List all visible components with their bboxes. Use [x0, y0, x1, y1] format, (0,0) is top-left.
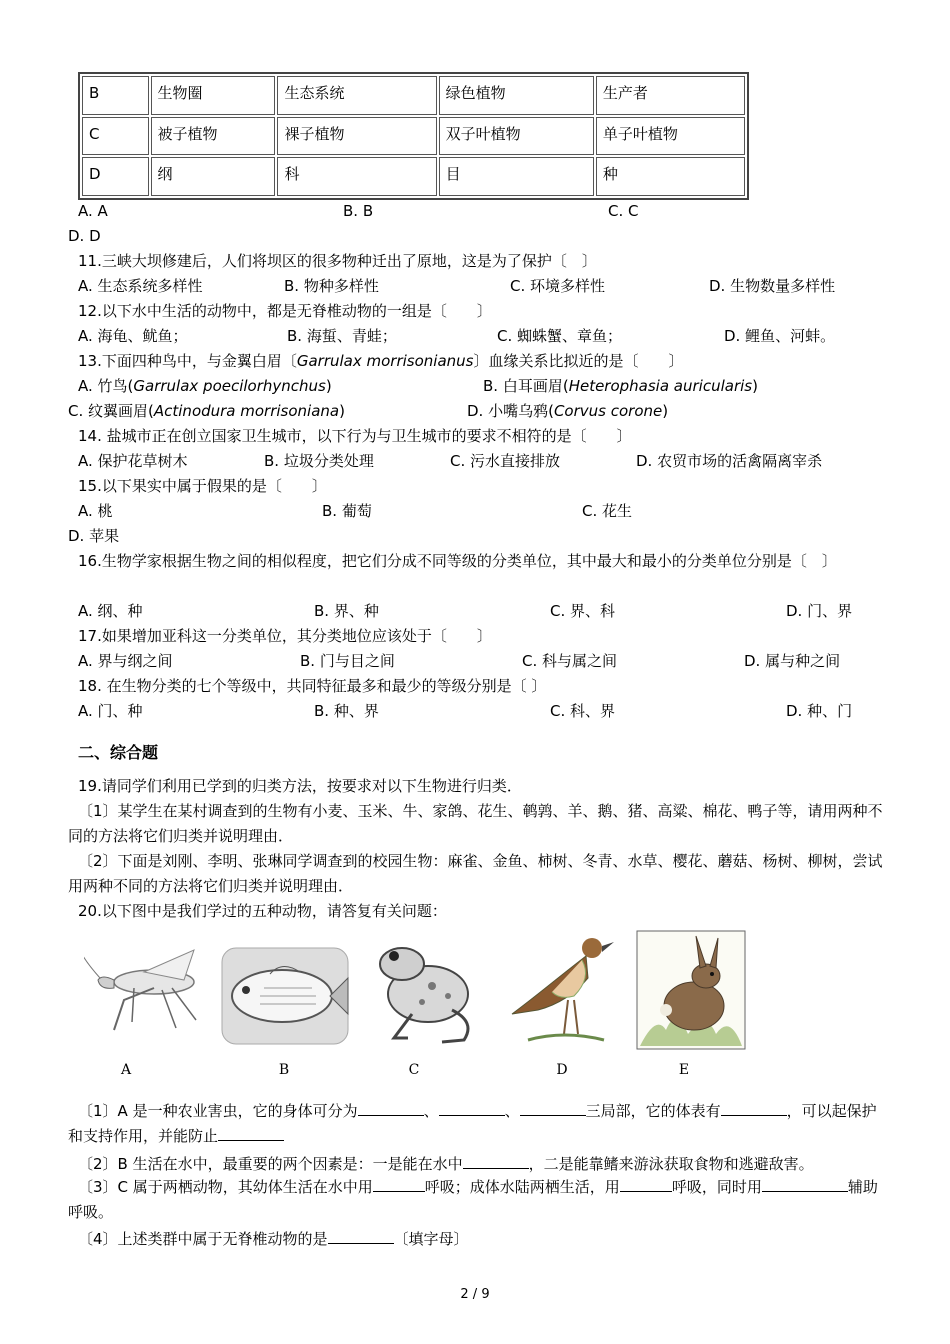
rabbit-image	[636, 930, 746, 1050]
q13-option-d-sci: Corvus corone	[553, 402, 663, 420]
table-cell: 科	[277, 157, 436, 196]
q13-stem	[78, 351, 684, 371]
frog-image	[372, 930, 480, 1050]
q20-part3	[68, 1175, 890, 1225]
q12-option-b: B. 海蜇、青蛙；	[287, 327, 397, 345]
answer-blank[interactable]	[328, 1227, 394, 1244]
table-row	[82, 117, 745, 156]
animal-label-a: A	[120, 1062, 132, 1078]
animal-figure	[78, 930, 758, 1080]
q12-option-c: C. 蜘蛛蟹、章鱼；	[497, 327, 623, 345]
q20-part3-text-a: 〔3〕C 属于两栖动物，其幼体生活在水中用	[78, 1178, 373, 1196]
q13-option-c	[68, 401, 345, 421]
q20-part4	[78, 1227, 469, 1249]
q15-option-c: C. 花生	[582, 502, 633, 520]
table-row	[82, 157, 745, 196]
q10-option-a: A. A	[78, 202, 108, 220]
table-cell: C	[82, 117, 149, 156]
q20-stem: 20.以下图中是我们学过的五种动物，请答复有关问题：	[78, 902, 447, 920]
table-cell: 目	[439, 157, 594, 196]
bird-image	[508, 930, 616, 1050]
q13-option-a	[78, 376, 332, 396]
answer-blank[interactable]	[463, 1152, 529, 1169]
q20-part2-text-b: ，二是能靠鳍来游泳获取食物和逃避敌害。	[528, 1155, 814, 1173]
q20-part3-text-c: 呼吸，同时用	[671, 1178, 762, 1196]
answer-blank[interactable]	[373, 1175, 425, 1192]
q10-option-c: C. C	[608, 202, 639, 220]
q20-part2	[78, 1152, 814, 1174]
q15-option-a: A. 桃	[78, 502, 113, 520]
q20-part1-text-b: 三局部，它的体表有	[585, 1102, 721, 1120]
q13-option-d-pre: D. 小嘴乌鸦(	[467, 402, 554, 420]
q15-stem: 15.以下果实中属于假果的是〔 〕	[78, 477, 327, 495]
answer-blank[interactable]	[439, 1099, 505, 1116]
q13-option-a-sci: Garrulax poecilorhynchus	[133, 377, 326, 395]
q14-option-c: C. 污水直接排放	[450, 452, 561, 470]
q17-stem: 17.如果增加亚科这一分类单位，其分类地位应该处于〔 〕	[78, 627, 492, 645]
section-title: 二、综合题	[78, 743, 159, 762]
q16-option-c: C. 界、科	[550, 602, 616, 620]
q20-part3-text-b: 呼吸；成体水陆两栖生活，用	[424, 1178, 620, 1196]
table-cell: 双子叶植物	[439, 117, 594, 156]
q17-option-d: D. 属与种之间	[744, 652, 841, 670]
q17-option-a: A. 界与纲之间	[78, 652, 173, 670]
q15-option-d: D. 苹果	[68, 527, 120, 545]
q15-option-b: B. 葡萄	[322, 502, 372, 520]
q13-option-b-pre: B. 白耳画眉(	[483, 377, 569, 395]
table-cell: 生物圈	[151, 76, 276, 115]
q13-option-a-pre: A. 竹鸟(	[78, 377, 134, 395]
q17-option-c: C. 科与属之间	[522, 652, 618, 670]
page-number: 2 / 9	[460, 1287, 490, 1302]
q13-stem-sci: Garrulax morrisonianus	[296, 352, 474, 370]
table-cell: 生产者	[596, 76, 745, 115]
table-cell: 生态系统	[277, 76, 436, 115]
table-cell: D	[82, 157, 149, 196]
q12-option-d: D. 鲤鱼、河蚌。	[724, 327, 836, 345]
q16-option-d: D. 门、界	[786, 602, 853, 620]
table-cell: 裸子植物	[277, 117, 436, 156]
q20-part1-sep2: 、	[504, 1102, 520, 1120]
q10-option-b: B. B	[343, 202, 374, 220]
q11-stem: 11.三峡大坝修建后，人们将坝区的很多物种迁出了原地，这是为了保护〔 〕	[78, 252, 597, 270]
q20-part4-text-a: 〔4〕上述类群中属于无脊椎动物的是	[78, 1230, 328, 1248]
q19-part2: 〔2〕下面是刘刚、李明、张琳同学调查到的校园生物：麻雀、金鱼、柿树、冬青、水草、樱花、蘑菇、杨树、柳树，尝试用两种不同的方法将它们归类并说明理由．	[68, 852, 883, 895]
fish-image	[220, 930, 352, 1050]
answer-blank[interactable]	[721, 1099, 787, 1116]
table-cell: 种	[596, 157, 745, 196]
q11-option-a: A. 生态系统多样性	[78, 277, 203, 295]
q13-option-a-post: )	[325, 377, 332, 395]
q18-option-a: A. 门、种	[78, 702, 143, 720]
q12-option-a: A. 海龟、鱿鱼；	[78, 327, 188, 345]
answer-blank[interactable]	[620, 1175, 672, 1192]
animal-label-d: D	[556, 1062, 568, 1078]
q18-option-d: D. 种、门	[786, 702, 853, 720]
q18-option-c: C. 科、界	[550, 702, 616, 720]
animal-label-c: C	[408, 1062, 420, 1078]
q20-part1-sep1: 、	[423, 1102, 439, 1120]
q20-part1-text-c: ，可以起保护和支持作用，并能防止	[68, 1102, 877, 1145]
grasshopper-image	[84, 930, 208, 1050]
q20-part3-text-d: 辅助呼吸。	[68, 1178, 878, 1221]
table-cell: 绿色植物	[439, 76, 594, 115]
animal-label-b: B	[278, 1062, 290, 1078]
q13-stem-post: 〕血缘关系比拟近的是〔 〕	[473, 352, 684, 370]
q14-option-b: B. 垃圾分类处理	[264, 452, 374, 470]
q16-option-a: A. 纲、种	[78, 602, 143, 620]
q13-option-c-post: )	[339, 402, 345, 420]
table-row	[82, 76, 745, 115]
classification-table	[78, 72, 749, 200]
q13-option-d	[467, 401, 668, 421]
q14-stem: 14. 盐城市正在创立国家卫生城市，以下行为与卫生城市的要求不相符的是〔 〕	[78, 427, 632, 445]
q19-part1: 〔1〕某学生在某村调查到的生物有小麦、玉米、牛、家鸽、花生、鹌鹑、羊、鹅、猪、高粱、棉花、鸭子等，请用两种不同的方法将它们归类并说明理由．	[68, 802, 883, 845]
q11-option-d: D. 生物数量多样性	[709, 277, 836, 295]
table-cell: 纲	[151, 157, 276, 196]
q18-option-b: B. 种、界	[314, 702, 379, 720]
q13-stem-pre: 13.下面四种鸟中，与金翼白眉〔	[78, 352, 297, 370]
q11-option-b: B. 物种多样性	[284, 277, 379, 295]
q16-stem: 16.生物学家根据生物之间的相似程度，把它们分成不同等级的分类单位，其中最大和最小的分类单位分别是〔 〕	[78, 552, 837, 570]
q19-stem: 19.请同学们利用已学到的归类方法，按要求对以下生物进行归类．	[78, 777, 522, 795]
q14-option-a: A. 保护花草树木	[78, 452, 188, 470]
q20-part2-text-a: 〔2〕B 生活在水中，最重要的两个因素是：一是能在水中	[78, 1155, 463, 1173]
q13-option-b-sci: Heterophasia auricularis	[568, 377, 753, 395]
q13-option-d-post: )	[662, 402, 669, 420]
q12-stem: 12.以下水中生活的动物中，都是无脊椎动物的一组是〔 〕	[78, 302, 492, 320]
q14-option-d: D. 农贸市场的活禽隔离宰杀	[636, 452, 823, 470]
q20-part1	[68, 1099, 890, 1149]
q13-option-b-post: )	[752, 377, 758, 395]
answer-blank[interactable]	[218, 1124, 284, 1141]
q18-stem: 18. 在生物分类的七个等级中，共同特征最多和最少的等级分别是〔 〕	[78, 677, 547, 695]
answer-blank[interactable]	[762, 1175, 848, 1192]
q17-option-b: B. 门与目之间	[300, 652, 395, 670]
q13-option-b	[483, 376, 758, 396]
q10-option-d: D. D	[68, 227, 101, 245]
q11-option-c: C. 环境多样性	[510, 277, 606, 295]
q20-part1-text-a: 〔1〕A 是一种农业害虫，它的身体可分为	[78, 1102, 358, 1120]
q16-option-b: B. 界、种	[314, 602, 379, 620]
q13-option-c-pre: C. 纹翼画眉(	[68, 402, 154, 420]
q20-part4-text-b: 〔填字母〕	[393, 1230, 469, 1248]
answer-blank[interactable]	[358, 1099, 424, 1116]
animal-label-e: E	[678, 1062, 690, 1078]
q13-option-c-sci: Actinodura morrisoniana	[153, 402, 340, 420]
answer-blank[interactable]	[520, 1099, 586, 1116]
table-cell: 单子叶植物	[596, 117, 745, 156]
table-cell: B	[82, 76, 149, 115]
table-cell: 被子植物	[151, 117, 276, 156]
